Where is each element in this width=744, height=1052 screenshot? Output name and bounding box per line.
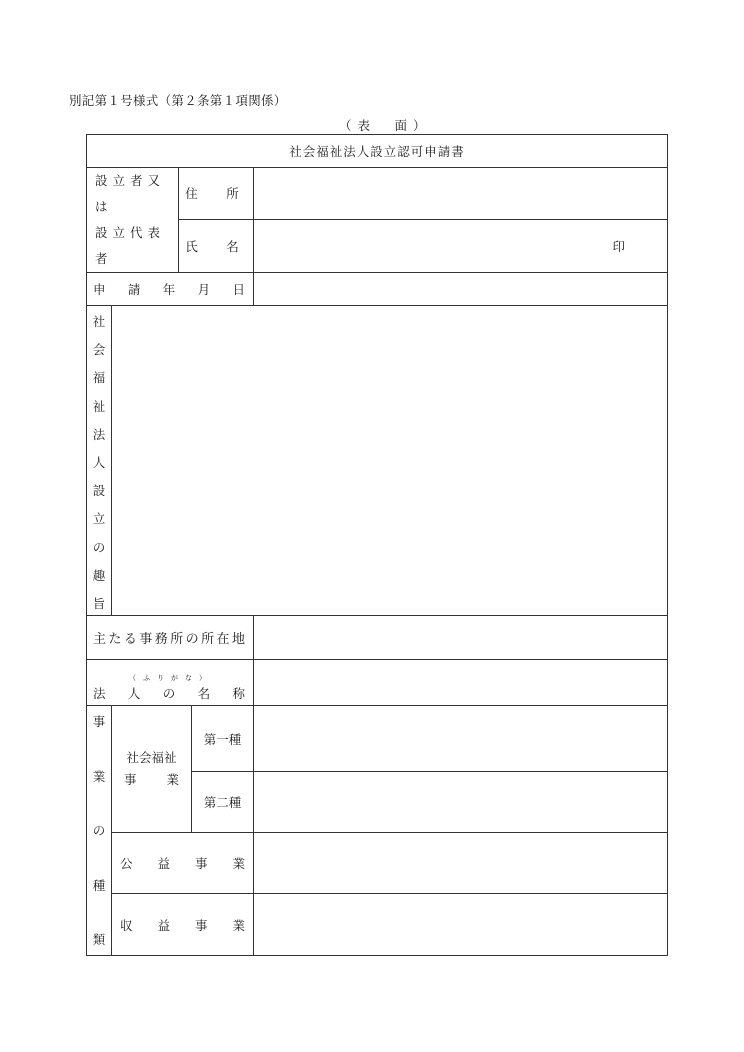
purpose-char: 趣 bbox=[92, 567, 106, 583]
purpose-char: 社 bbox=[92, 314, 106, 329]
purpose-char: 祉 bbox=[92, 398, 106, 414]
address-label: 住 所 bbox=[179, 168, 254, 220]
purpose-row bbox=[87, 306, 668, 616]
applicant-label bbox=[87, 168, 179, 273]
purpose-label bbox=[87, 306, 112, 616]
seal-mark: 印 bbox=[612, 238, 626, 254]
public-interest-label bbox=[112, 833, 254, 894]
form-title: 社会福祉法人設立認可申請書 bbox=[87, 135, 668, 168]
main-office-label bbox=[87, 616, 254, 660]
side-label: （表 面） bbox=[339, 118, 432, 133]
class1-label: 第一種 bbox=[192, 706, 254, 772]
business-types-char: 業 bbox=[92, 768, 106, 784]
main-office-char: 地 bbox=[231, 632, 245, 647]
public-interest-char: 公 bbox=[120, 856, 133, 871]
application-date-char: 月 bbox=[197, 282, 211, 297]
purpose-field[interactable] bbox=[112, 306, 668, 616]
application-date-char: 日 bbox=[232, 282, 245, 297]
purpose-char: 立 bbox=[92, 511, 106, 527]
main-office-char: る bbox=[123, 632, 137, 647]
corporation-name-char: の bbox=[162, 686, 176, 701]
business-class1-row bbox=[87, 706, 668, 772]
main-office-char: 在 bbox=[216, 632, 230, 647]
profit-business-row bbox=[87, 894, 668, 956]
name-label: 氏 名 bbox=[179, 219, 254, 272]
title-row bbox=[87, 135, 668, 168]
application-date-char: 請 bbox=[127, 282, 141, 297]
purpose-char: 会 bbox=[92, 342, 106, 358]
form-number: 別記第１号様式（第２条第１項関係） bbox=[69, 93, 287, 108]
main-office-row bbox=[87, 616, 668, 660]
purpose-char: の bbox=[92, 539, 106, 555]
public-interest-char: 業 bbox=[232, 856, 245, 871]
main-office-char: 所 bbox=[201, 632, 215, 647]
profit-business-field[interactable] bbox=[254, 894, 668, 956]
main-office-char: た bbox=[108, 632, 122, 647]
class2-field[interactable] bbox=[254, 772, 668, 833]
application-date-char: 年 bbox=[162, 282, 176, 297]
business-types-char: の bbox=[92, 823, 106, 838]
main-office-char: 所 bbox=[170, 632, 184, 647]
corporation-name-char: 称 bbox=[232, 686, 245, 701]
applicant-address-row bbox=[87, 168, 668, 220]
class2-label: 第二種 bbox=[192, 772, 254, 833]
corporation-name-label bbox=[87, 660, 254, 706]
social-welfare-line1: 社会福祉 bbox=[126, 750, 177, 765]
purpose-char: 旨 bbox=[92, 595, 106, 611]
profit-char: 収 bbox=[120, 917, 133, 933]
application-date-field[interactable] bbox=[254, 273, 668, 306]
profit-char: 事 bbox=[194, 917, 208, 933]
public-interest-char: 益 bbox=[157, 856, 170, 871]
name-field[interactable] bbox=[254, 219, 668, 272]
social-welfare-business-label bbox=[112, 706, 192, 833]
application-date-row bbox=[87, 273, 668, 306]
main-office-char: 主 bbox=[93, 632, 107, 647]
purpose-char: 法 bbox=[92, 426, 106, 442]
applicant-label-line1: 設立者又は bbox=[95, 173, 166, 214]
social-welfare-char: 業 bbox=[166, 772, 179, 787]
public-interest-row bbox=[87, 833, 668, 894]
application-form bbox=[86, 134, 668, 956]
corporation-name-char: 人 bbox=[127, 686, 141, 701]
application-date-char: 申 bbox=[93, 282, 106, 297]
application-date-label bbox=[87, 273, 254, 306]
profit-char: 業 bbox=[232, 917, 245, 933]
corporation-name-char: 法 bbox=[93, 686, 106, 701]
public-interest-char: 事 bbox=[194, 856, 208, 871]
main-office-field[interactable] bbox=[254, 616, 668, 660]
address-field[interactable] bbox=[254, 168, 668, 220]
class1-field[interactable] bbox=[254, 706, 668, 772]
business-types-label bbox=[87, 706, 112, 956]
main-office-char: の bbox=[185, 632, 199, 647]
purpose-char: 設 bbox=[92, 483, 106, 499]
main-office-char: 事 bbox=[139, 632, 153, 647]
furigana-label: （ふりがな） bbox=[129, 674, 213, 682]
corporation-name-row bbox=[87, 660, 668, 706]
profit-char: 益 bbox=[157, 917, 170, 933]
business-types-char: 類 bbox=[92, 932, 106, 947]
corporation-name-field[interactable] bbox=[254, 660, 668, 706]
applicant-label-line2: 設立代表者 bbox=[95, 225, 166, 266]
corporation-name-char: 名 bbox=[197, 686, 211, 701]
purpose-char: 人 bbox=[92, 454, 106, 470]
purpose-char: 福 bbox=[92, 370, 106, 386]
public-interest-field[interactable] bbox=[254, 833, 668, 894]
business-types-char: 事 bbox=[92, 714, 106, 729]
business-types-char: 種 bbox=[92, 877, 106, 893]
main-office-char: 務 bbox=[154, 632, 168, 647]
profit-business-label bbox=[112, 894, 254, 956]
social-welfare-char: 事 bbox=[124, 772, 137, 787]
